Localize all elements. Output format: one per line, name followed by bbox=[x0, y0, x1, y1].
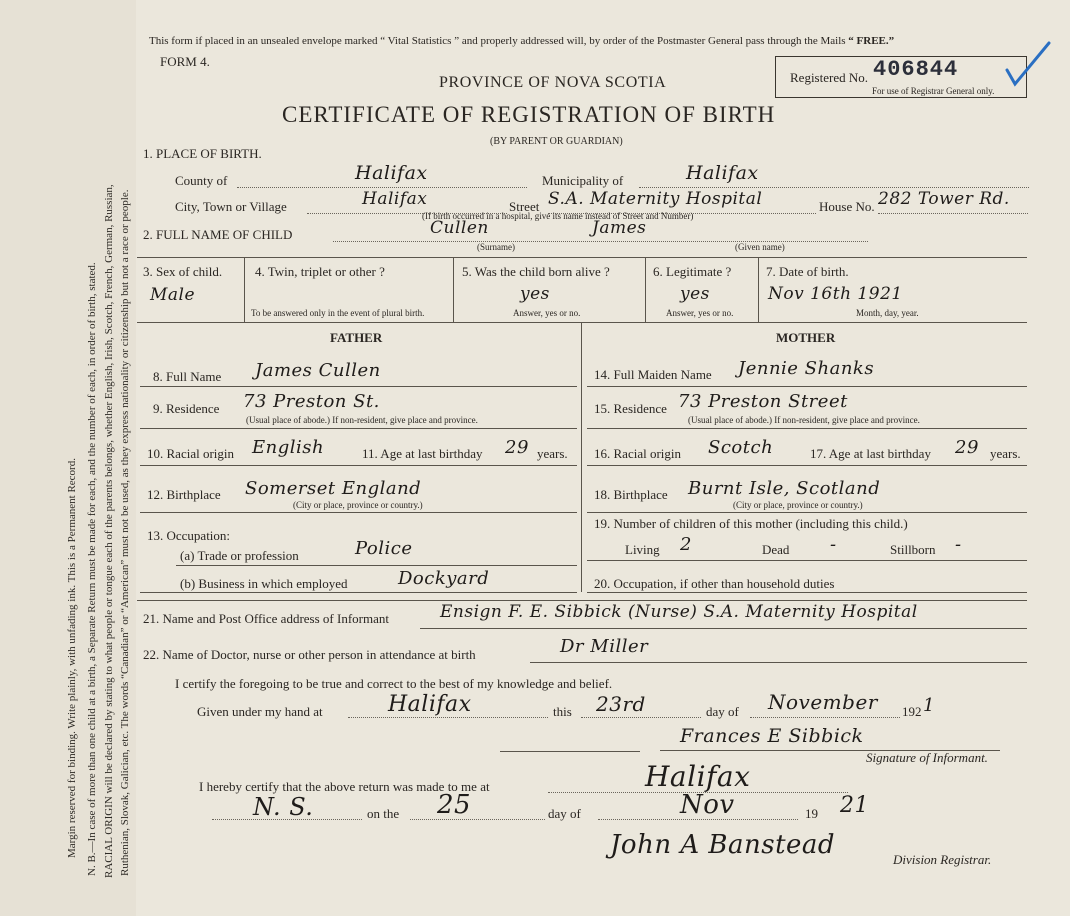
legitimate-value: yes bbox=[680, 284, 710, 304]
father-name: James Cullen bbox=[255, 360, 381, 381]
mother-residence: 73 Preston Street bbox=[678, 391, 848, 412]
registered-label: Registered No. bbox=[790, 70, 868, 85]
day-of-label: day of bbox=[706, 704, 739, 719]
mother-years-label: years. bbox=[990, 446, 1021, 461]
this-label: this bbox=[553, 704, 572, 719]
children-count-label: 19. Number of children of this mother (including this child.) bbox=[594, 516, 908, 531]
alive-label: 5. Was the child born alive ? bbox=[462, 264, 610, 279]
certificate-title: CERTIFICATE OF REGISTRATION OF BIRTH bbox=[282, 102, 776, 127]
dead-value: - bbox=[830, 534, 837, 555]
mother-birthplace-note: (City or place, province or country.) bbox=[733, 500, 863, 510]
on-the-label: on the bbox=[367, 806, 400, 821]
registrar-month: Nov bbox=[680, 790, 735, 820]
father-residence-label: 9. Residence bbox=[153, 401, 220, 416]
dob-label: 7. Date of birth. bbox=[766, 264, 849, 279]
house-label: House No. bbox=[819, 199, 875, 214]
informant-value: Ensign F. E. Sibbick (Nurse) S.A. Maternity Hospital bbox=[440, 602, 918, 622]
father-age-label: 11. Age at last birthday bbox=[362, 446, 483, 461]
street-value: S.A. Maternity Hospital bbox=[548, 189, 763, 209]
twin-note: To be answered only in the event of plural birth. bbox=[251, 308, 425, 318]
father-birthplace-label: 12. Birthplace bbox=[147, 487, 221, 502]
occupation-label: 13. Occupation: bbox=[147, 528, 231, 543]
mother-residence-note: (Usual place of abode.) If non-resident, give place and province. bbox=[688, 415, 920, 425]
mother-age: 29 bbox=[955, 437, 979, 458]
municipality-value: Halifax bbox=[686, 162, 759, 184]
given-place: Halifax bbox=[388, 692, 472, 717]
hospital-note: (If birth occurred in a hospital, give its name instead of Street and Number) bbox=[422, 211, 694, 221]
registrar-day: 25 bbox=[437, 790, 472, 820]
registrar-province: N. S. bbox=[253, 793, 314, 821]
dead-label: Dead bbox=[762, 542, 790, 557]
business-value: Dockyard bbox=[398, 568, 490, 589]
house-value: 282 Tower Rd. bbox=[878, 189, 1010, 209]
father-residence-note: (Usual place of abode.) If non-resident, give place and province. bbox=[246, 415, 478, 425]
registration-number: 406844 bbox=[873, 57, 959, 82]
mother-racial: Scotch bbox=[708, 437, 774, 458]
registrar-place: Halifax bbox=[645, 760, 751, 793]
mother-occupation-label: 20. Occupation, if other than household duties bbox=[594, 576, 835, 591]
business-label: (b) Business in which employed bbox=[180, 576, 348, 591]
year-suffix-1: 1 bbox=[923, 695, 935, 716]
alive-note: Answer, yes or no. bbox=[513, 308, 581, 318]
surname-caption: (Surname) bbox=[477, 242, 515, 252]
year-prefix-1: 192 bbox=[902, 704, 922, 719]
legitimate-note: Answer, yes or no. bbox=[666, 308, 734, 318]
informant-label: 21. Name and Post Office address of Informant bbox=[143, 611, 389, 626]
certificate-subtitle: (BY PARENT OR GUARDIAN) bbox=[490, 136, 623, 147]
form-number: FORM 4. bbox=[160, 54, 210, 69]
twin-label: 4. Twin, triplet or other ? bbox=[255, 264, 385, 279]
sex-value: Male bbox=[150, 285, 196, 305]
mail-notice: This form if placed in an unsealed envelope marked “ Vital Statistics ” and properly addressed will, by order of the Postmaster General pass through the Mails “ FREE.” bbox=[149, 35, 895, 47]
doctor-label: 22. Name of Doctor, nurse or other person in attendance at birth bbox=[143, 647, 476, 662]
margin-note-4: Ruthenian, Slovak, Galician, etc. The words “Canadian” or “American” must not be used, as they express nationality or citizenship but not a race or people. bbox=[119, 189, 131, 876]
registered-note: For use of Registrar General only. bbox=[872, 86, 995, 96]
doctor-value: Dr Miller bbox=[560, 636, 649, 657]
mother-residence-label: 15. Residence bbox=[594, 401, 667, 416]
city-label: City, Town or Village bbox=[175, 199, 287, 214]
municipality-label: Municipality of bbox=[542, 173, 624, 188]
registrar-day-of-label: day of bbox=[548, 806, 581, 821]
mother-name: Jennie Shanks bbox=[738, 358, 875, 379]
father-racial: English bbox=[252, 437, 325, 458]
margin-note-1: Margin reserved for binding. Write plainly, with unfading ink. This is a Permanent Record. bbox=[66, 458, 78, 858]
stillborn-label: Stillborn bbox=[890, 542, 936, 557]
county-value: Halifax bbox=[355, 162, 428, 184]
father-name-label: 8. Full Name bbox=[153, 369, 222, 384]
given-month: November bbox=[768, 690, 878, 714]
informant-signature: Frances E Sibbick bbox=[680, 725, 864, 747]
trade-label: (a) Trade or profession bbox=[180, 548, 299, 563]
given-under-label: Given under my hand at bbox=[197, 704, 323, 719]
living-value: 2 bbox=[680, 534, 692, 555]
year-suffix-2: 21 bbox=[840, 793, 869, 818]
city-value: Halifax bbox=[362, 189, 428, 209]
father-birthplace-note: (City or place, province or country.) bbox=[293, 500, 423, 510]
margin-note-3: RACIAL ORIGIN will be declared by stating to what people or tongue each of the parents belongs, whether English, Irish, Scotch, French, German, Russian, bbox=[103, 184, 115, 878]
father-age: 29 bbox=[505, 437, 529, 458]
registrar-signature-label: Division Registrar. bbox=[893, 852, 992, 867]
province-heading: PROVINCE OF NOVA SCOTIA bbox=[439, 74, 667, 91]
mother-age-label: 17. Age at last birthday bbox=[810, 446, 931, 461]
child-surname: Cullen bbox=[430, 218, 489, 238]
mother-heading: MOTHER bbox=[776, 330, 836, 345]
legitimate-label: 6. Legitimate ? bbox=[653, 264, 732, 279]
child-given-name: James bbox=[592, 218, 647, 238]
street-label: Street bbox=[509, 199, 540, 214]
father-racial-label: 10. Racial origin bbox=[147, 446, 235, 461]
margin-note-2: N. B.—In case of more than one child at a birth, a Separate Return must be made for each, and the number of each, in order of birth, stated. bbox=[86, 262, 98, 876]
mother-racial-label: 16. Racial origin bbox=[594, 446, 682, 461]
place-of-birth-label: 1. PLACE OF BIRTH. bbox=[143, 146, 262, 161]
mother-birthplace: Burnt Isle, Scotland bbox=[688, 478, 881, 499]
father-heading: FATHER bbox=[330, 330, 383, 345]
year-prefix-2: 19 bbox=[805, 806, 818, 821]
sex-label: 3. Sex of child. bbox=[143, 264, 223, 279]
living-label: Living bbox=[625, 542, 660, 557]
stillborn-value: - bbox=[955, 534, 962, 555]
child-name-label: 2. FULL NAME OF CHILD bbox=[143, 227, 293, 242]
registrar-statement: I hereby certify that the above return was made to me at bbox=[199, 779, 490, 794]
certify-statement: I certify the foregoing to be true and correct to the best of my knowledge and belief. bbox=[175, 676, 613, 691]
alive-value: yes bbox=[520, 284, 550, 304]
informant-signature-label: Signature of Informant. bbox=[866, 750, 988, 765]
dob-note: Month, day, year. bbox=[856, 308, 919, 318]
given-day: 23rd bbox=[596, 692, 646, 716]
registrar-signature: John A Banstead bbox=[610, 830, 836, 860]
mother-name-label: 14. Full Maiden Name bbox=[594, 367, 712, 382]
given-name-caption: (Given name) bbox=[735, 242, 785, 252]
trade-value: Police bbox=[355, 538, 413, 559]
father-birthplace: Somerset England bbox=[245, 478, 422, 499]
dob-value: Nov 16th 1921 bbox=[768, 284, 903, 304]
county-label: County of bbox=[175, 173, 228, 188]
mother-birthplace-label: 18. Birthplace bbox=[594, 487, 668, 502]
father-years-label: years. bbox=[537, 446, 568, 461]
father-residence: 73 Preston St. bbox=[243, 391, 380, 412]
check-mark-icon bbox=[1003, 40, 1053, 92]
